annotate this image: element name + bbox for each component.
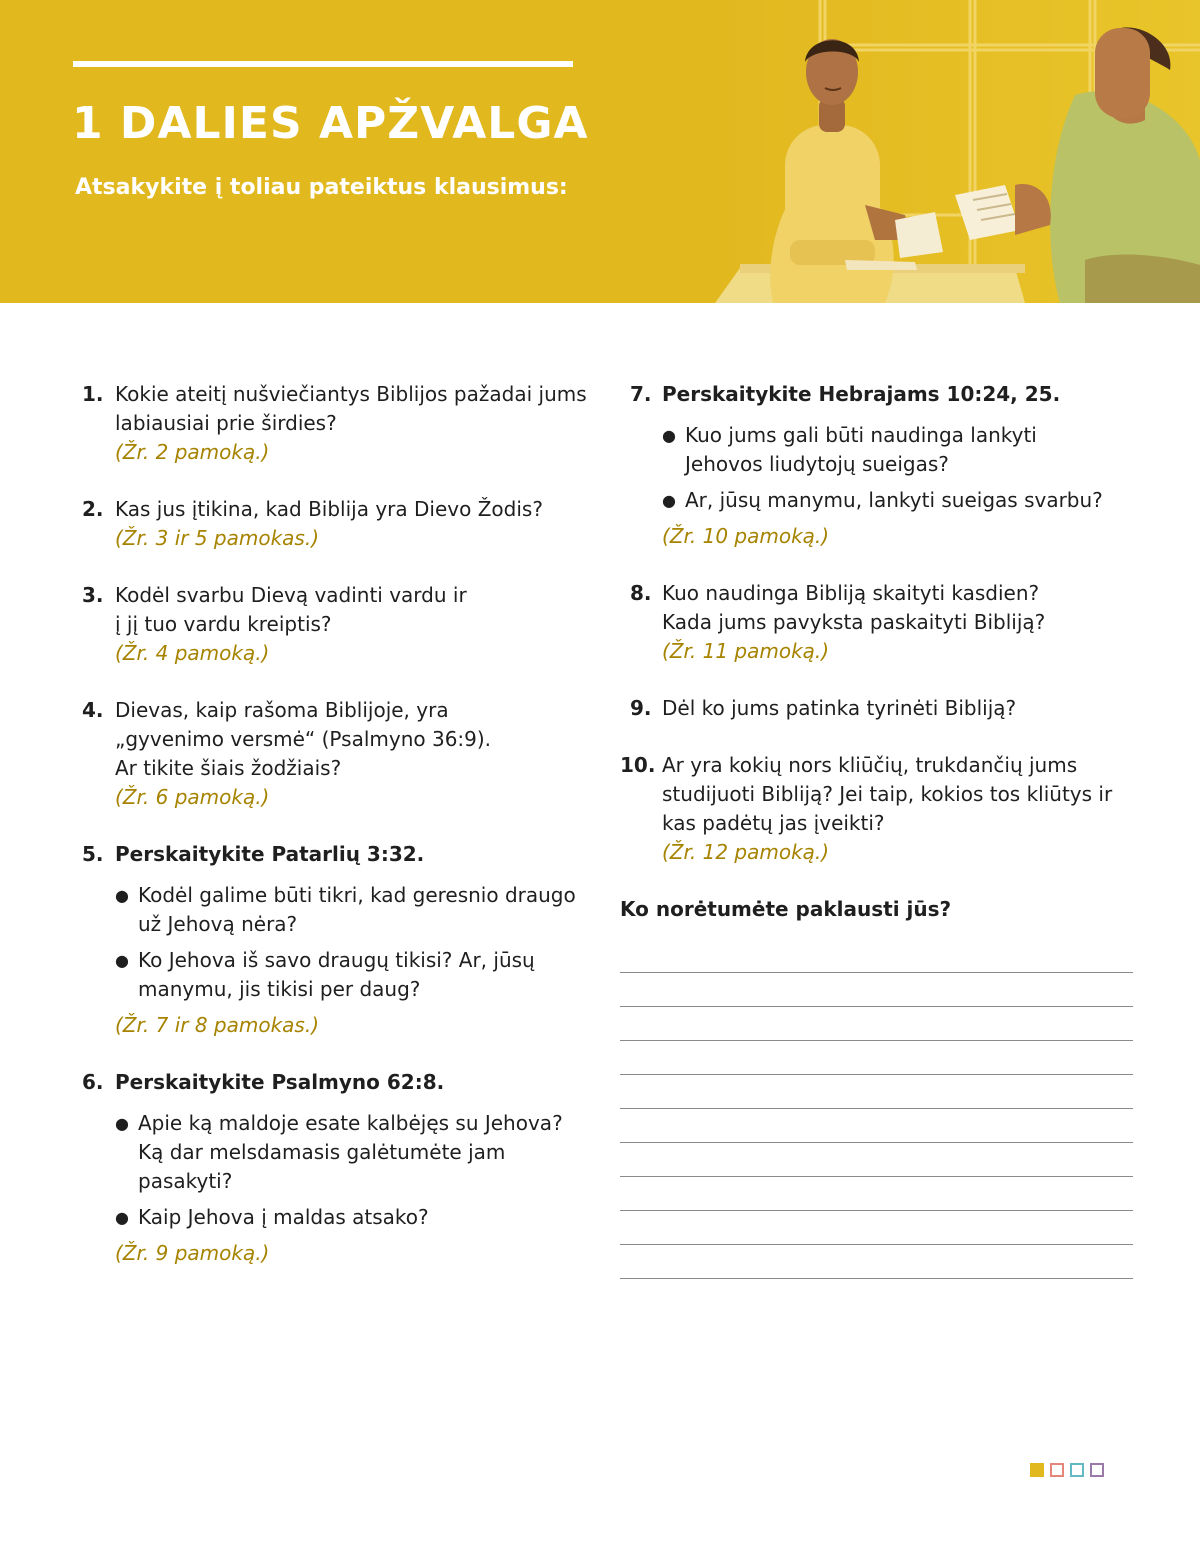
bullet-item	[115, 1109, 587, 1196]
bullet-text: Kodėl galime būti tikri, kad geresnio draugo už Jehovą nėra?	[138, 883, 576, 936]
bullet-text: Ar, jūsų manymu, lankyti sueigas svarbu?	[685, 488, 1103, 512]
question-text: Dievas, kaip rašoma Biblijoje, yra „gyvenimo versmė“ (Psalmyno 36:9). Ar tikite šiais žodžiais?	[115, 698, 492, 780]
question-number: 2.	[82, 497, 104, 521]
section-square-outline-icon	[1050, 1463, 1064, 1477]
bullet-icon: ●	[662, 491, 676, 510]
question-number: 9.	[630, 696, 652, 720]
question-text: Kuo naudinga Bibliją skaityti kasdien? Kada jums pavyksta paskaityti Bibliją?	[662, 581, 1046, 634]
section-square-filled-icon	[1030, 1463, 1044, 1477]
question-text: Kas jus įtikina, kad Biblija yra Dievo Žodis?	[115, 497, 543, 521]
bullet-item	[115, 946, 587, 1004]
question-text: Ar yra kokių nors kliūčių, trukdančių jums studijuoti Bibliją? Jei taip, kokios tos kliūtys ir kas padėtų jas įveikti?	[662, 753, 1113, 835]
header-rule	[73, 61, 573, 67]
answer-line[interactable]	[620, 1177, 1133, 1211]
bullet-icon: ●	[662, 426, 676, 445]
answer-line[interactable]	[620, 1075, 1133, 1109]
bullet-text: Kuo jums gali būti naudinga lankyti Jehovos liudytojų sueigas?	[685, 423, 1037, 476]
bullet-icon: ●	[115, 1208, 129, 1227]
bullet-item	[115, 881, 587, 939]
lesson-reference: (Žr. 6 pamoką.)	[115, 785, 270, 809]
bullet-text: Apie ką maldoje esate kalbėjęs su Jehova? Ką dar melsdamasis galėtumėte jam pasakyti?	[138, 1111, 563, 1193]
question-2	[82, 495, 587, 553]
bullet-icon: ●	[115, 886, 129, 905]
question-5	[82, 840, 587, 1040]
question-text: Perskaitykite Psalmyno 62:8.	[115, 1070, 445, 1094]
questions-right-column	[620, 380, 1135, 1279]
question-6	[82, 1068, 587, 1268]
question-10	[620, 751, 1135, 867]
answer-line[interactable]	[620, 1143, 1133, 1177]
question-number: 8.	[630, 581, 652, 605]
page-subtitle: Atsakykite į toliau pateiktus klausimus:	[75, 175, 568, 200]
question-bullets	[620, 421, 1135, 515]
page-title: 1 DALIES APŽVALGA	[72, 98, 589, 149]
question-number: 5.	[82, 842, 104, 866]
answer-line[interactable]	[620, 1211, 1133, 1245]
question-1	[82, 380, 587, 467]
ask-heading: Ko norėtumėte paklausti jūs?	[620, 897, 952, 921]
question-4	[82, 696, 587, 812]
question-8	[620, 579, 1135, 666]
lesson-reference: (Žr. 12 pamoką.)	[662, 840, 830, 864]
question-9	[620, 694, 1135, 723]
question-number: 6.	[82, 1070, 104, 1094]
lesson-reference: (Žr. 11 pamoką.)	[662, 639, 830, 663]
bullet-item	[115, 1203, 587, 1232]
question-7	[620, 380, 1135, 551]
bullet-icon: ●	[115, 951, 129, 970]
lesson-reference: (Žr. 3 ir 5 pamokas.)	[115, 526, 319, 550]
answer-line[interactable]	[620, 1041, 1133, 1075]
bullet-icon: ●	[115, 1114, 129, 1133]
question-text: Perskaitykite Patarlių 3:32.	[115, 842, 425, 866]
section-square-outline-icon	[1090, 1463, 1104, 1477]
question-number: 1.	[82, 382, 104, 406]
questions-left-column	[82, 380, 587, 1296]
section-indicator	[1030, 1463, 1104, 1477]
question-bullets	[82, 881, 587, 1004]
bullet-text: Kaip Jehova į maldas atsako?	[138, 1205, 429, 1229]
answer-line[interactable]	[620, 939, 1133, 973]
question-text: Dėl ko jums patinka tyrinėti Bibliją?	[662, 696, 1017, 720]
answer-line[interactable]	[620, 1007, 1133, 1041]
question-text: Perskaitykite Hebrajams 10:24, 25.	[662, 382, 1061, 406]
lesson-reference: (Žr. 10 pamoką.)	[662, 524, 830, 548]
question-number: 10.	[620, 753, 656, 777]
bullet-text: Ko Jehova iš savo draugų tikisi? Ar, jūsų manymu, jis tikisi per daug?	[138, 948, 535, 1001]
answer-lines	[620, 939, 1133, 1279]
study-illustration	[715, 0, 1200, 303]
lesson-reference: (Žr. 2 pamoką.)	[115, 440, 270, 464]
question-number: 3.	[82, 583, 104, 607]
question-text: Kokie ateitį nušviečiantys Biblijos pažadai jums labiausiai prie širdies?	[115, 382, 587, 435]
header-banner	[0, 0, 1200, 303]
lesson-reference: (Žr. 7 ir 8 pamokas.)	[115, 1013, 319, 1037]
answer-line[interactable]	[620, 973, 1133, 1007]
question-number: 7.	[630, 382, 652, 406]
answer-line[interactable]	[620, 1245, 1133, 1279]
lesson-reference: (Žr. 4 pamoką.)	[115, 641, 270, 665]
answer-line[interactable]	[620, 1109, 1133, 1143]
bullet-item	[662, 486, 1135, 515]
question-text: Kodėl svarbu Dievą vadinti vardu ir į jį tuo vardu kreiptis?	[115, 583, 467, 636]
section-square-outline-icon	[1070, 1463, 1084, 1477]
question-bullets	[82, 1109, 587, 1232]
question-number: 4.	[82, 698, 104, 722]
bullet-item	[662, 421, 1135, 479]
question-3	[82, 581, 587, 668]
lesson-reference: (Žr. 9 pamoką.)	[115, 1241, 270, 1265]
